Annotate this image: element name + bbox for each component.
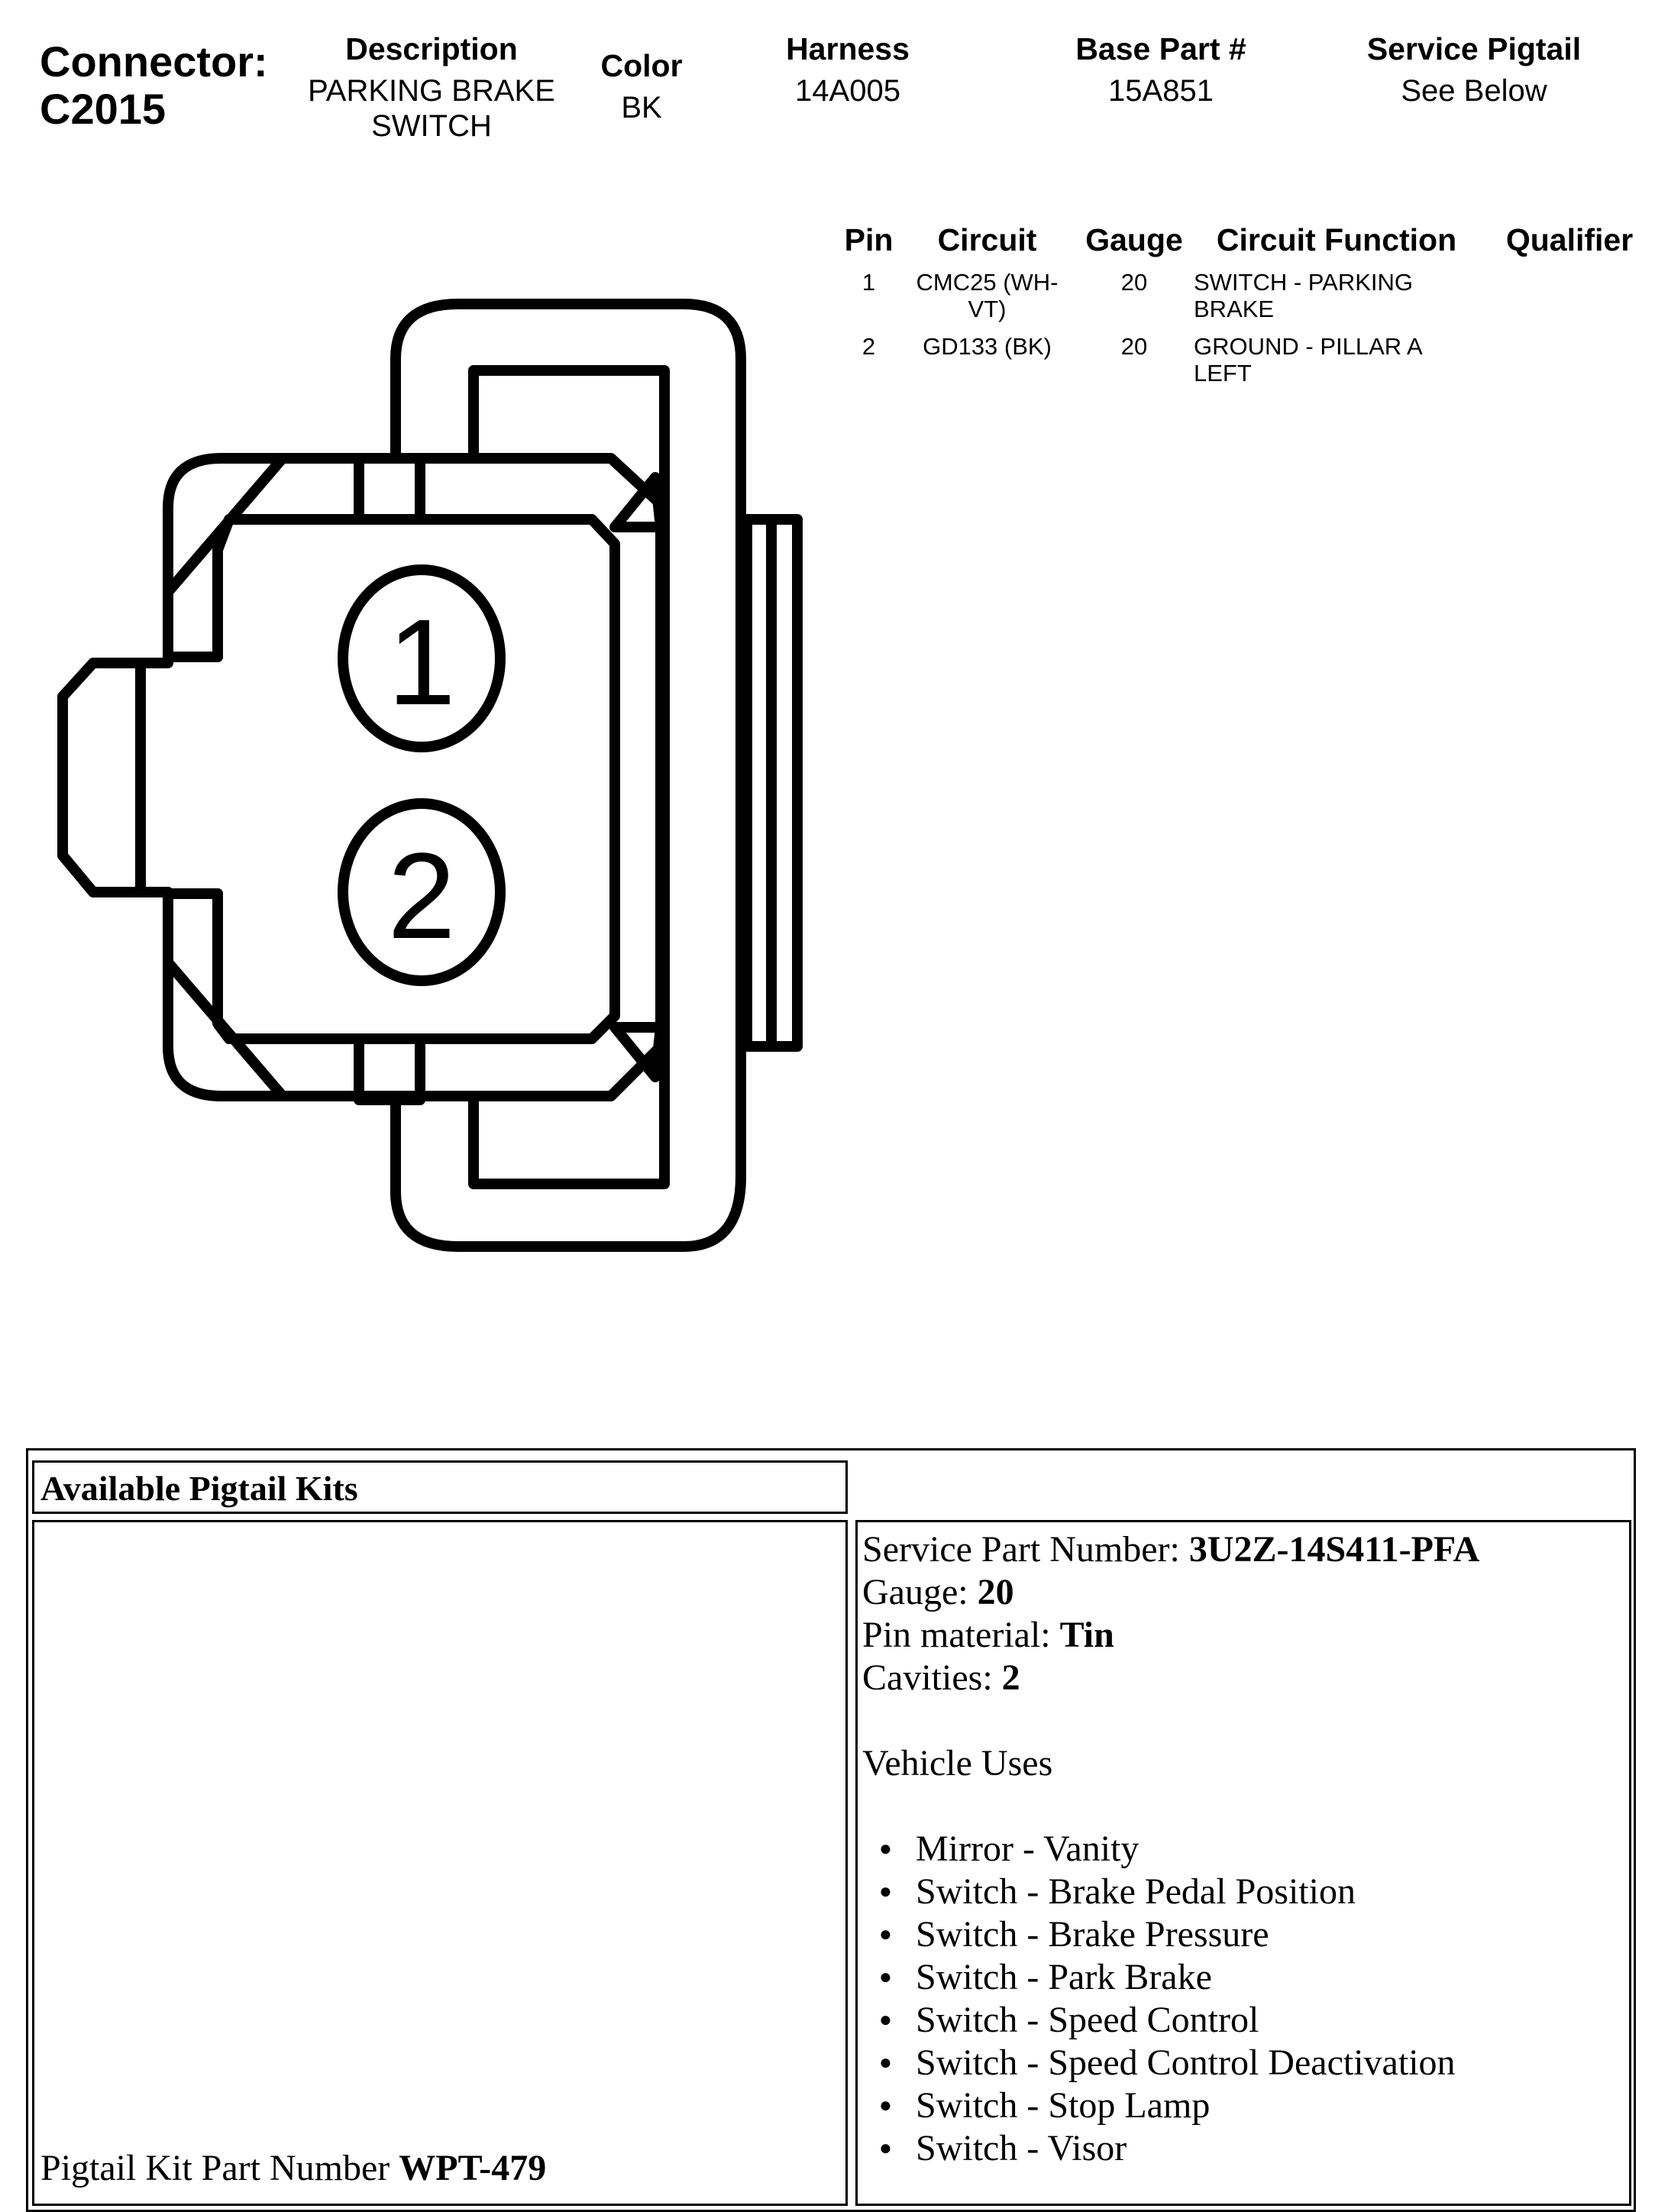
row1-circuit-line2: VT) — [968, 296, 1007, 322]
vehicle-use-item: ● Switch - Park Brake — [916, 1956, 1626, 1999]
gauge-value: 20 — [977, 1572, 1014, 1612]
circuit-header: Circuit — [937, 222, 1037, 257]
row2-pin: 2 — [861, 333, 876, 360]
row2-function-line2: LEFT — [1194, 360, 1252, 386]
vehicle-use-item: ● Switch - Speed Control — [916, 1999, 1626, 2042]
row2-circuit — [909, 333, 1065, 360]
pin-material-line — [862, 1614, 1626, 1657]
base-part-value: 15A851 — [1108, 74, 1214, 108]
service-pigtail-header: Service Pigtail — [1366, 31, 1582, 66]
gauge-line — [862, 1571, 1626, 1614]
connector-diagram — [0, 0, 855, 1298]
description-line1: PARKING BRAKE — [308, 74, 555, 108]
row1-circuit — [909, 269, 1065, 322]
service-pigtail-value: See Below — [1401, 74, 1547, 108]
vehicle-use-item: ● Switch - Speed Control Deactivation — [916, 2042, 1626, 2084]
service-part-label: Service Part Number: — [862, 1529, 1180, 1570]
inner-retainer — [474, 370, 664, 1184]
pigtail-title: Available Pigtail Kits — [40, 1469, 358, 1508]
row1-circuit-line1: CMC25 (WH- — [916, 269, 1059, 296]
harness-value: 14A005 — [795, 74, 900, 108]
row2-function-line1: GROUND - PILLAR A — [1194, 333, 1423, 360]
vehicle-use-item: ● Switch - Visor — [916, 2127, 1626, 2170]
function-header: Circuit Function — [1216, 222, 1457, 257]
vehicle-use-item: ● Switch - Stop Lamp — [916, 2084, 1626, 2127]
key-top — [359, 458, 420, 519]
chamfer-top — [168, 458, 283, 592]
pigtail-title-box — [32, 1460, 848, 1514]
row2-circuit-line1: GD133 (BK) — [923, 333, 1052, 360]
cavities-line — [862, 1657, 1626, 1699]
cavities-value: 2 — [1001, 1657, 1020, 1698]
qualifier-header: Qualifier — [1505, 222, 1634, 257]
connector-id: C2015 — [40, 85, 166, 133]
row1-function — [1194, 269, 1469, 322]
vehicle-use-item: ● Mirror - Vanity — [916, 1828, 1626, 1871]
pin-material-value: Tin — [1059, 1615, 1114, 1655]
description-header: Description — [345, 31, 518, 66]
pigtail-image-cell — [32, 1520, 848, 2206]
service-part-line — [862, 1528, 1626, 1571]
connector-body — [168, 458, 661, 1096]
row1-gauge: 20 — [1120, 269, 1148, 296]
kit-part-value: WPT-479 — [399, 2148, 547, 2188]
row2-function — [1194, 333, 1469, 386]
cavities-label: Cavities: — [862, 1657, 993, 1698]
left-lug — [63, 663, 168, 892]
connector-label: Connector: — [40, 37, 268, 86]
row2-gauge: 20 — [1120, 333, 1148, 360]
base-part-column — [1039, 31, 1283, 108]
outer-retainer — [396, 304, 741, 1247]
row1-pin: 1 — [861, 269, 876, 296]
color-header: Color — [600, 48, 683, 83]
kit-part-number — [40, 2147, 546, 2190]
pin-table — [832, 222, 1657, 405]
gauge-header: Gauge — [1085, 222, 1183, 257]
service-part-value: 3U2Z-14S411-PFA — [1188, 1529, 1480, 1570]
service-pigtail-column — [1329, 31, 1619, 108]
pin-2-label: 2 — [387, 827, 456, 964]
vehicle-use-item: ● Switch - Brake Pressure — [916, 1913, 1626, 1956]
pin-1-label: 1 — [387, 593, 456, 730]
kit-part-label: Pigtail Kit Part Number — [40, 2148, 390, 2188]
color-value: BK — [621, 91, 662, 125]
chamfer-bottom — [168, 962, 283, 1096]
base-part-header: Base Part # — [1075, 31, 1246, 66]
pigtail-details — [862, 1528, 1626, 2170]
pin-header: Pin — [844, 222, 894, 257]
gauge-label: Gauge: — [862, 1572, 968, 1612]
row1-function-line2: BRAKE — [1194, 296, 1275, 322]
vehicle-uses-label: Vehicle Uses — [862, 1743, 1053, 1784]
row1-function-line1: SWITCH - PARKING — [1194, 269, 1414, 296]
pigtail-details-cell — [855, 1520, 1631, 2206]
pin-material-label: Pin material: — [862, 1615, 1051, 1655]
harness-header: Harness — [786, 31, 910, 66]
vehicle-uses-list — [862, 1828, 1626, 2170]
description-line2: SWITCH — [371, 109, 492, 143]
vehicle-use-item: ● Switch - Brake Pedal Position — [916, 1871, 1626, 1913]
